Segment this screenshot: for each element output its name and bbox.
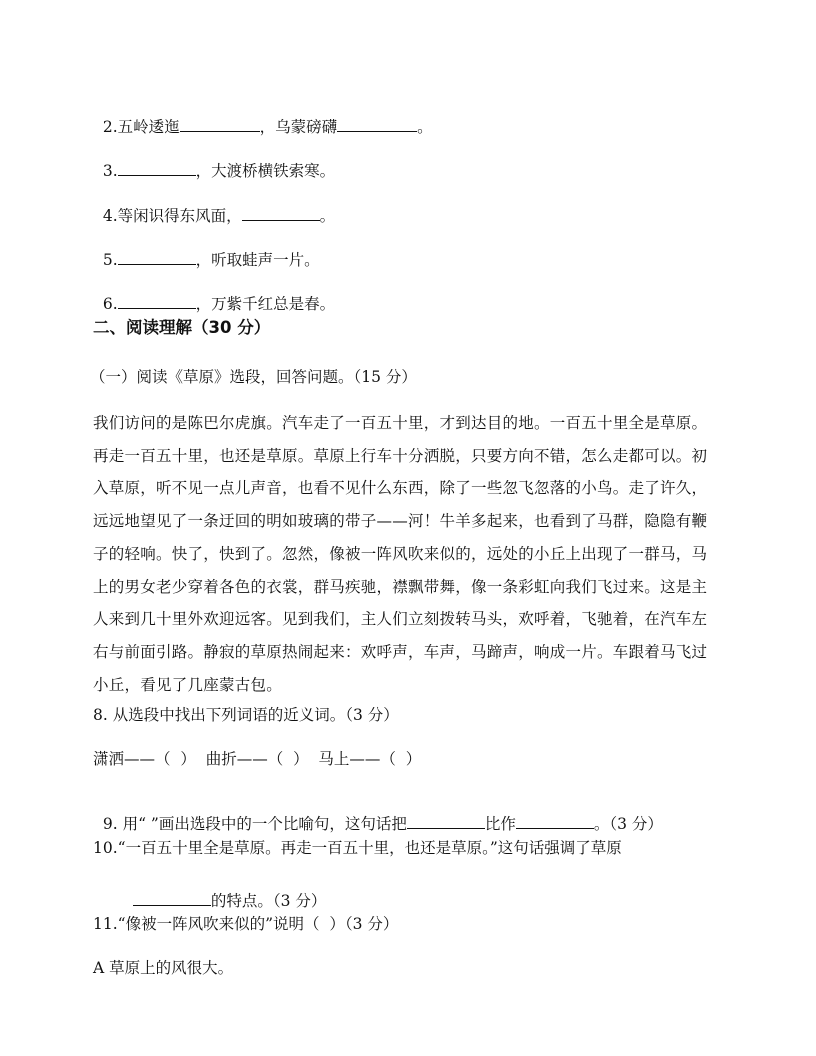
answer-blank[interactable] [242,205,320,221]
item-6-number: 6. [102,295,118,313]
answer-blank[interactable] [118,249,196,265]
question-9-end: 。（3 分） [593,815,663,833]
passage-line: 再走一百五十里，也还是草原。草原上行车十分洒脱，只要方向不错，怎么走都可以。初 [93,446,708,465]
answer-blank[interactable] [180,116,260,132]
passage-line: 子的轻响。快了，快到了。忽然，像被一阵风吹来似的，远处的小丘上出现了一群马，马 [93,544,708,563]
item-5-text: ，听取蛙声一片。 [195,251,320,269]
answer-blank[interactable] [407,813,485,829]
item-4-text: 4.等闲识得东风面， [102,207,242,225]
passage-line: 人来到几十里外欢迎远客。见到我们，主人们立刻拨转马头，欢呼着，飞驰着，在汽车左 [93,610,708,629]
item-2-text-start: 2.五岭逶迤 [102,118,180,136]
question-8-words: 潇洒——（ ） 曲折——（ ） 马上——（ ） [93,750,422,768]
question-9 [93,793,663,834]
passage-line: 远远地望见了一条迂回的明如玻璃的带子——河！牛羊多起来，也看到了马群，隐隐有鞭 [93,512,708,531]
item-5-number: 5. [102,251,118,269]
answer-blank[interactable] [133,890,211,906]
question-9-mid: 比作 [484,815,516,833]
passage-line: 小丘，看见了几座蒙古包。 [93,675,283,694]
item-3-text: ，大渡桥横铁索寒。 [195,162,336,180]
section-heading: 二、阅读理解（30 分） [93,318,271,337]
item-4-end: 。 [319,207,336,225]
item-6-text: ，万紫千红总是春。 [195,295,336,313]
question-10-cont [123,870,326,911]
question-11: 11.“像被一阵风吹来似的”说明（ ）（3 分） [93,915,399,933]
item-3-number: 3. [102,162,118,180]
fill-item-4 [93,185,335,226]
subsection-heading: （一）阅读《草原》选段，回答问题。（15 分） [90,368,417,386]
fill-item-6 [93,273,335,314]
fill-item-3 [93,140,335,181]
question-8: 8. 从选段中找出下列词语的近义词。（3 分） [93,706,399,724]
question-10: 10.“一百五十里全是草原。再走一百五十里，也还是草原。”这句话强调了草原 [93,839,622,857]
answer-blank[interactable] [118,293,196,309]
passage [93,407,723,701]
passage-line: 右与前面引路。静寂的草原热闹起来：欢呼声，车声，马蹄声，响成一片。车跟着马飞过 [93,642,708,661]
passage-line: 入草原，听不见一点儿声音，也看不见什么东西，除了一些忽飞忽落的小鸟。走了许久， [93,479,708,498]
answer-blank[interactable] [337,116,417,132]
fill-item-5 [93,229,320,270]
question-10-end: 的特点。（3 分） [210,892,327,910]
question-11-option-a: A 草原上的风很大。 [93,959,234,977]
fill-item-2 [93,96,433,137]
answer-blank[interactable] [516,813,594,829]
question-9-text: 9. 用“ ”画出选段中的一个比喻句，这句话把 [102,815,407,833]
passage-line: 我们访问的是陈巴尔虎旗。汽车走了一百五十里，才到达目的地。一百五十里全是草原。 [93,414,708,432]
answer-blank[interactable] [118,160,196,176]
passage-line: 上的男女老少穿着各色的衣裳，群马疾驰，襟飘带舞，像一条彩虹向我们飞过来。这是主 [93,577,708,596]
item-2-text-mid: ，乌蒙磅礴 [259,118,338,136]
item-2-text-end: 。 [417,118,433,136]
